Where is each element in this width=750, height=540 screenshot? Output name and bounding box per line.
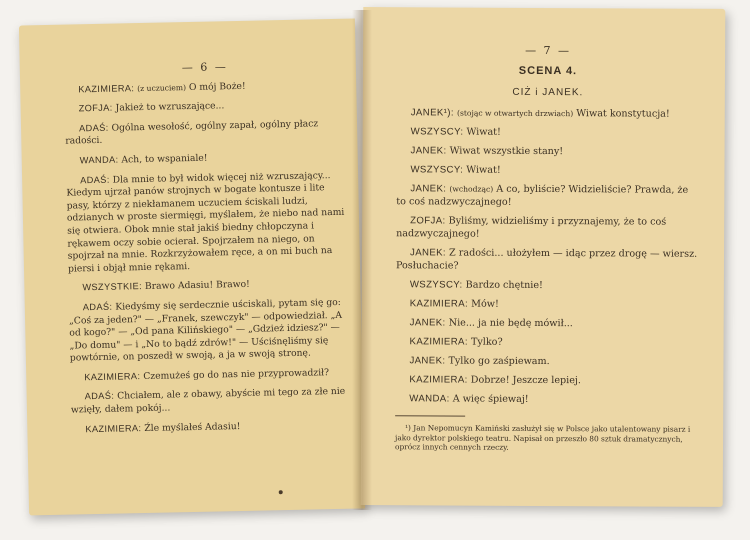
speaker-name: JANEK:: [409, 317, 446, 329]
dialogue-text: Bardzo chętnie!: [462, 279, 543, 291]
speaker-name: ADAŚ:: [82, 301, 113, 313]
speaker-name: ADAŚ:: [80, 174, 110, 185]
dialogue-line: [69, 296, 352, 366]
dialogue-line: [70, 366, 352, 385]
right-paragraphs: [395, 106, 699, 407]
stage-direction: (stojąc w otwartych drzwiach): [456, 108, 574, 119]
right-page-text: [395, 43, 699, 461]
speaker-name: KAZIMIERA:: [409, 336, 468, 348]
dialogue-line: [395, 392, 697, 407]
dialogue-line: [71, 417, 353, 436]
dialogue-text: Dobrze! Jeszcze lepiej.: [467, 374, 581, 387]
speaker-name: WSZYSCY:: [410, 126, 464, 138]
speaker-name: WSZYSCY:: [410, 164, 464, 176]
speaker-name: KAZIMIERA:: [85, 422, 142, 434]
dialogue-text: Źle myślałeś Adasiu!: [141, 420, 241, 434]
dialogue-line: [65, 117, 347, 149]
dialogue-text: Wiwat wszystkie stany!: [446, 145, 564, 158]
dialogue-line: [396, 246, 698, 274]
speaker-name: WSZYSCY:: [409, 279, 463, 291]
speaker-name: ZOFJA:: [78, 102, 113, 114]
page-number-left: — 6 —: [181, 60, 228, 75]
page-number-right: — 7 —: [525, 43, 572, 58]
speaker-name: KAZIMIERA:: [84, 370, 141, 383]
speaker-name: ADAŚ:: [78, 122, 109, 134]
dialogue-text: Tylko?: [467, 336, 503, 348]
speaker-name: KAZIMIERA:: [78, 82, 135, 94]
dialogue-line: [66, 149, 348, 168]
book-gutter: [352, 10, 372, 510]
dialogue-text: A co, byliście? Widzieliście? Prawda, że to coś nadzwyczajnego!: [396, 183, 689, 208]
dialogue-line: [396, 182, 698, 210]
dialogue-line: [397, 106, 699, 121]
stage-direction: (wchodząc): [449, 184, 494, 194]
dialogue-text: Wiwat!: [463, 126, 501, 138]
left-page-text: [64, 59, 354, 443]
dialogue-line: [397, 125, 699, 140]
dialogue-text: Czemużeś go do nas nie przyprowadził?: [140, 367, 330, 382]
dialogue-line: [396, 335, 698, 350]
dialogue-text: Kiedyśmy się serdecznie uściskali, pytam się go: „Coś za jeden?" — „Franek, szewczyk" — odpowiedział. „A od kogo?" — „Od pana Kilińskiego" — „Gdzież idziesz?" — „Do domu" — i „No to bądź zdrów!" — Uściśnęliśmy się powtórnie, on poszedł w swoją, a ja w swoją stronę.: [68, 296, 343, 364]
dialogue-text: Brawo Adasiu! Brawo!: [141, 279, 250, 293]
dialogue-line: [68, 276, 350, 295]
dialogue-text: Ogólna wesołość, ogólny zapał, ogólny płacz radości.: [65, 118, 319, 147]
dialogue-line: [397, 144, 699, 159]
speaker-name: JANEK¹):: [410, 107, 454, 119]
dialogue-text: Wiwat konstytucja!: [573, 108, 670, 120]
speaker-name: KAZIMIERA:: [409, 374, 468, 386]
dialogue-line: [71, 385, 353, 417]
scene-title: SCENA 4.: [518, 64, 578, 78]
speaker-name: KAZIMIERA:: [409, 298, 469, 310]
dialogue-line: [396, 214, 698, 242]
dialogue-line: [396, 163, 698, 178]
dialogue-text: Nie... ja nie będę mówił...: [445, 317, 573, 330]
speaker-name: WSZYSTKIE:: [82, 281, 143, 293]
dialogue-text: Chciałem, ale z obawy, abyście mi tego za złe nie wzięły, dałem pokój...: [70, 386, 346, 416]
footnote: ¹) Jan Nepomucyn Kamiński zasłużył się w Polsce jako utalentowany pisarz i jako dyrektor polskiego teatru. Napisał on przeszło 80 sztuk dramatycznych, oprócz innych cennych rzeczy.: [394, 423, 691, 453]
dialogue-text: Dla mnie to był widok więcej niż wzruszający... Kiedym ujrzał panów strojnych w bogate kontusze i lite pasy, którzy z niekłamanem uczuciem ściskali ludzi, odzianych w proste siermięgi, myślałem, że niebo nad nami się otwiera. Obok mnie stał jakiś biedny chłopczyna i rękawem oczy sobie ocierał. Spojrzałem na niego, on spojrzał na mnie. Rozkrzyżowałem ręce, a on mi buch na piersi i objął mnie rękami.: [66, 169, 345, 275]
dialogue-text: Jakież to wzruszające...: [112, 100, 225, 114]
dialogue-line: [65, 97, 347, 116]
dialogue-line: [395, 354, 697, 369]
dialogue-line: [396, 278, 698, 293]
dialogue-line: [396, 316, 698, 331]
dialogue-line: [64, 77, 346, 96]
speaker-name: JANEK:: [410, 183, 447, 195]
dialogue-line: [396, 297, 698, 312]
speaker-name: JANEK:: [410, 145, 447, 157]
dialogue-text: Tylko go zaśpiewam.: [445, 355, 550, 368]
dialogue-text: Byliśmy, widzieliśmy i przyznajemy, że to coś nadzwyczajnego!: [396, 215, 667, 240]
dialogue-text: Z radości... ułożyłem — idąc przez drogę — wiersz. Posłuchacie?: [395, 247, 698, 272]
left-paragraphs: [64, 77, 353, 436]
dialogue-line: [395, 373, 697, 388]
stage-direction: (z uczuciem): [137, 82, 187, 93]
speaker-name: JANEK:: [409, 247, 447, 259]
dialogue-line: [66, 168, 350, 276]
speaker-name: WANDA:: [409, 393, 450, 405]
dialogue-text: Mów!: [468, 298, 499, 310]
left-page: [19, 19, 365, 516]
dialogue-text: A więc śpiewaj!: [449, 393, 529, 405]
right-page: [361, 7, 726, 507]
dialogue-text: Ach, to wspaniale!: [118, 152, 208, 166]
dialogue-text: O mój Boże!: [185, 80, 246, 93]
page-mark-dot: [279, 490, 283, 494]
speaker-name: JANEK:: [409, 355, 446, 367]
scene-cast: CIŻ i JANEK.: [512, 86, 584, 99]
dialogue-text: Wiwat!: [463, 164, 501, 176]
speaker-name: WANDA:: [79, 154, 119, 166]
speaker-name: ADAŚ:: [84, 391, 115, 402]
speaker-name: ZOFJA:: [410, 215, 446, 227]
footnote-rule: [395, 415, 465, 416]
